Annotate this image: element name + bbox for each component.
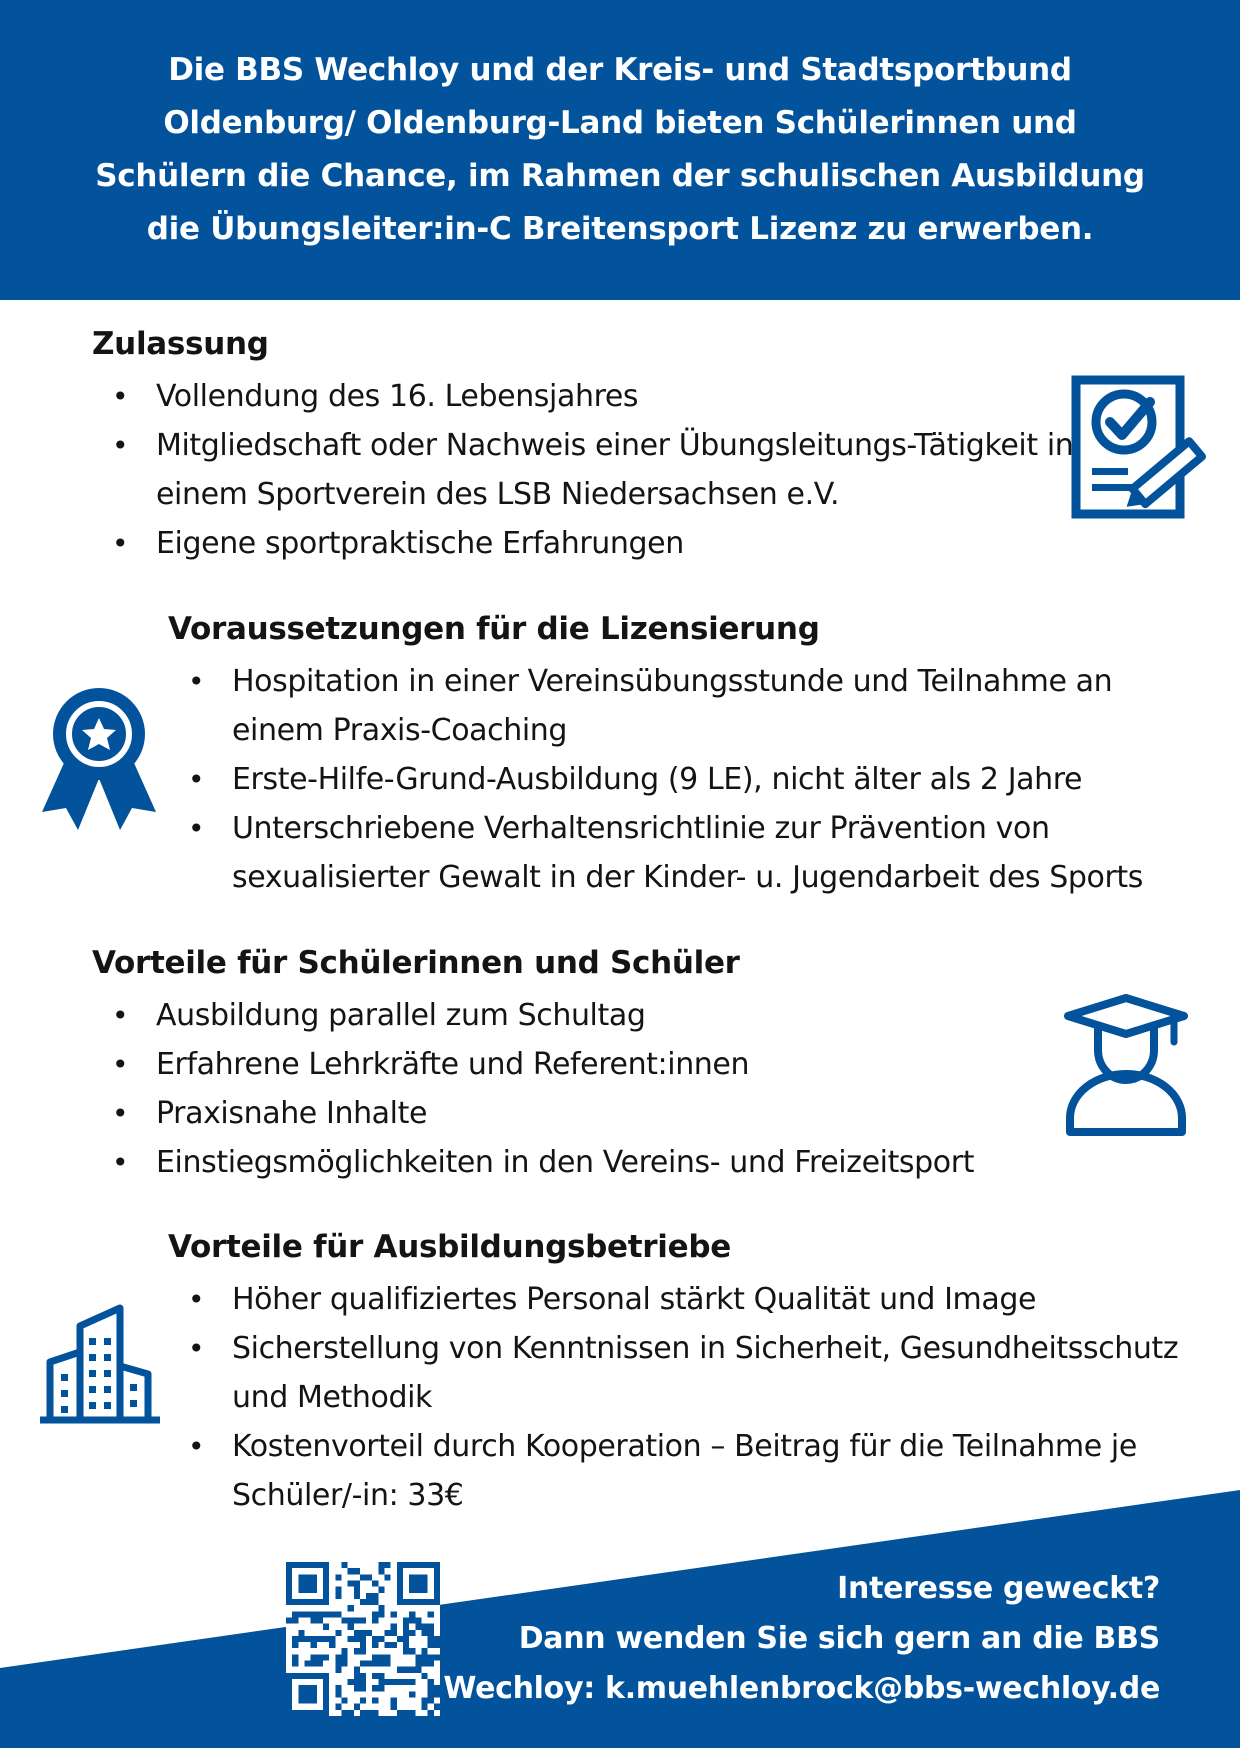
section-title: Vorteile für Schülerinnen und Schüler <box>92 945 740 981</box>
section-title: Voraussetzungen für die Lizensierung <box>168 611 820 647</box>
document-check-icon <box>1068 372 1208 522</box>
list-item: • Einstiegsmöglichkeiten in den Vereins- und Freizeitsport <box>92 1138 1082 1187</box>
footer-line-contact: Dann wenden Sie sich gern an die BBS <box>518 1621 1160 1656</box>
list-item: • Höher qualifiziertes Personal stärkt Qualität und Image <box>168 1275 1208 1324</box>
list-item: • Sicherstellung von Kenntnissen in Sicherheit, Gesundheitsschutz und Methodik <box>168 1324 1208 1422</box>
bullet-list <box>92 991 1082 1187</box>
list-item: • Hospitation in einer Vereinsübungsstunde und Teilnahme an einem Praxis-Coaching <box>168 657 1208 755</box>
list-item: • Mitgliedschaft oder Nachweis einer Übungsleitungs-Tätigkeit in einem Sportverein des LSB Niedersachsen e.V. <box>92 421 1082 519</box>
section-voraussetzungen <box>168 609 1208 902</box>
list-item: • Eigene sportpraktische Erfahrungen <box>92 519 1082 568</box>
footer-line-interest: Interesse geweckt? <box>837 1571 1160 1606</box>
graduate-icon <box>1062 994 1190 1136</box>
list-item: • Erfahrene Lehrkräfte und Referent:innen <box>92 1040 1082 1089</box>
section-title: Vorteile für Ausbildungsbetriebe <box>168 1229 731 1265</box>
section-zulassung <box>92 324 1082 568</box>
list-item: • Kostenvorteil durch Kooperation – Beitrag für die Teilnahme je Schüler/-in: 33€ <box>168 1422 1208 1520</box>
list-item: • Erste-Hilfe-Grund-Ausbildung (9 LE), nicht älter als 2 Jahre <box>168 755 1208 804</box>
bullet-list <box>92 372 1082 568</box>
header-intro-text: Die BBS Wechloy und der Kreis- und Stadtsportbund Oldenburg/ Oldenburg-Land bieten Schülerinnen und Schülern die Chance, im Rahmen der schulischen Ausbildung die Übungsleiter:in-C Breitensport Lizenz zu erwerben. <box>95 52 1145 247</box>
section-title: Zulassung <box>92 326 269 362</box>
list-item: • Praxisnahe Inhalte <box>92 1089 1082 1138</box>
list-item: • Unterschriebene Verhaltensrichtlinie zur Prävention von sexualisierter Gewalt in der Kinder- u. Jugendarbeit des Sports <box>168 804 1208 902</box>
building-icon <box>38 1302 162 1426</box>
header-banner <box>0 0 1240 300</box>
section-vorteile-betriebe <box>168 1227 1208 1520</box>
award-ribbon-icon <box>38 684 160 830</box>
bullet-list <box>168 657 1208 902</box>
list-item: • Ausbildung parallel zum Schultag <box>92 991 1082 1040</box>
footer-line-email: Wechloy: k.muehlenbrock@bbs-wechloy.de <box>443 1671 1160 1706</box>
bullet-list <box>168 1275 1208 1520</box>
section-vorteile-schueler <box>92 943 1082 1187</box>
list-item: • Vollendung des 16. Lebensjahres <box>92 372 1082 421</box>
footer-contact <box>400 1564 1160 1714</box>
